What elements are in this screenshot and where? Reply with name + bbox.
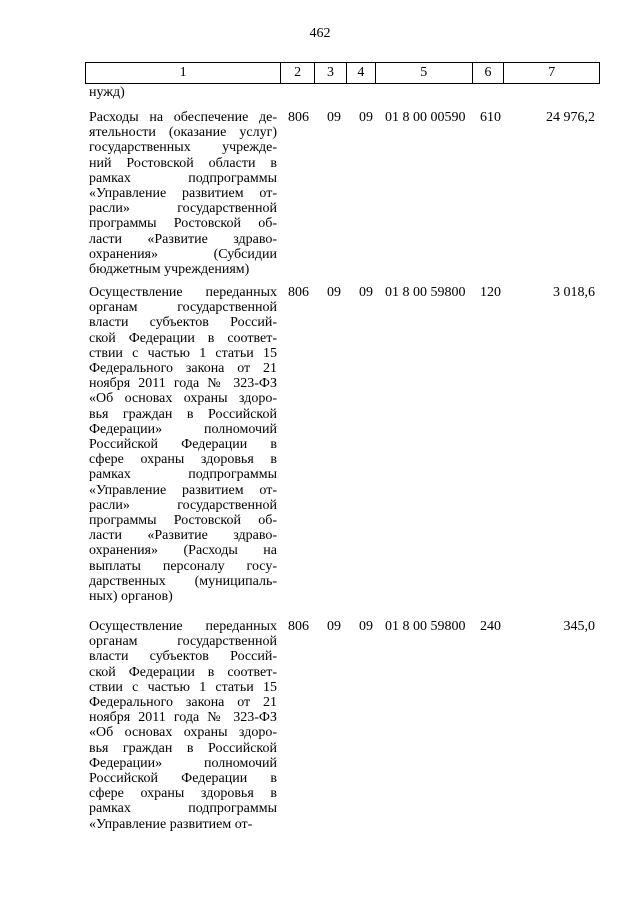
description-line: ласти «Развитие здраво- <box>89 528 277 544</box>
ministry-code-cell: 806 <box>288 619 309 634</box>
description-line: выплаты персоналу госу- <box>89 558 277 574</box>
description-line: ноября 2011 года № 323-ФЗ <box>89 710 277 726</box>
description-line: власти субъектов Россий- <box>89 649 277 665</box>
description-line: Российской Федерации в <box>89 437 277 453</box>
target-code-cell: 01 8 00 59800 <box>385 285 466 300</box>
ministry-code-cell: 806 <box>288 110 309 125</box>
column-header: 5 <box>376 63 473 83</box>
description-line: «Об основах охраны здоро- <box>89 391 277 407</box>
description-line: ствии с частью 1 статьи 15 <box>89 345 277 361</box>
description-line: рамках подпрограммы <box>89 801 277 817</box>
expense-type-cell: 240 <box>480 619 501 634</box>
description-line: «Управление развитием от- <box>89 482 277 498</box>
description-line: ний Ростовской области в <box>89 155 277 171</box>
description-line: рамках подпрограммы <box>89 170 277 186</box>
description-line: рамках подпрограммы <box>89 467 277 483</box>
description-line: вья граждан в Российской <box>89 740 277 756</box>
page-number: 462 <box>309 26 331 41</box>
amount-cell: 345,0 <box>563 619 595 634</box>
description-line: охранения» (Расходы на <box>89 543 277 559</box>
column-header: 6 <box>473 63 505 83</box>
description-line: ской Федерации в соответ- <box>89 330 277 346</box>
description-line: расли» государственной <box>89 497 277 513</box>
description-line: Федерального закона от 21 <box>89 361 277 377</box>
description-line: вья граждан в Российской <box>89 406 277 422</box>
description-line: органам государственной <box>89 634 277 650</box>
expense-type-cell: 610 <box>480 110 501 125</box>
section-code-cell: 09 <box>327 110 341 125</box>
description-line: органам государственной <box>89 300 277 316</box>
description-line: ных) органов) <box>89 589 173 605</box>
description-line: ствии с частью 1 статьи 15 <box>89 679 277 695</box>
subsection-code-cell: 09 <box>359 285 373 300</box>
description-line: «Об основах охраны здоро- <box>89 725 277 741</box>
description-line: «Управление развитием от- <box>89 186 277 202</box>
description-line: сфере охраны здоровья в <box>89 452 277 468</box>
column-header: 2 <box>281 63 315 83</box>
description-line: Осуществление переданных <box>89 619 277 634</box>
section-code-cell: 09 <box>327 619 341 634</box>
target-code-cell: 01 8 00 00590 <box>385 110 466 125</box>
column-header: 1 <box>86 63 281 83</box>
row-description <box>89 619 277 832</box>
carry-over-text: нужд) <box>89 85 125 100</box>
subsection-code-cell: 09 <box>359 110 373 125</box>
description-line: расли» государственной <box>89 201 277 217</box>
description-line: власти субъектов Россий- <box>89 315 277 331</box>
description-line: «Управление развитием от- <box>89 816 253 832</box>
description-line: Федерации» полномочий <box>89 755 277 771</box>
description-line: Федерации» полномочий <box>89 421 277 437</box>
description-line: Расходы на обеспечение де- <box>89 110 277 125</box>
subsection-code-cell: 09 <box>359 619 373 634</box>
amount-cell: 24 976,2 <box>546 110 595 125</box>
description-line: дарственных (муниципаль- <box>89 573 277 589</box>
description-line: бюджетным учреждениям) <box>89 262 250 278</box>
ministry-code-cell: 806 <box>288 285 309 300</box>
column-header: 3 <box>315 63 347 83</box>
description-line: ятельности (оказание услуг) <box>89 125 277 141</box>
description-line: Осуществление переданных <box>89 285 277 300</box>
description-line: программы Ростовской об- <box>89 513 277 529</box>
column-header: 4 <box>347 63 376 83</box>
description-line: ноября 2011 года № 323-ФЗ <box>89 376 277 392</box>
description-line: Федерального закона от 21 <box>89 695 277 711</box>
description-line: государственных учрежде- <box>89 140 277 156</box>
description-line: программы Ростовской об- <box>89 216 277 232</box>
description-line: охранения» (Субсидии <box>89 246 277 262</box>
table-header <box>85 62 600 84</box>
column-header: 7 <box>548 65 556 80</box>
description-line: ласти «Развитие здраво- <box>89 231 277 247</box>
row-description <box>89 285 277 604</box>
description-line: ской Федерации в соответ- <box>89 664 277 680</box>
expense-type-cell: 120 <box>480 285 501 300</box>
target-code-cell: 01 8 00 59800 <box>385 619 466 634</box>
row-description <box>89 110 277 277</box>
section-code-cell: 09 <box>327 285 341 300</box>
amount-cell: 3 018,6 <box>553 285 595 300</box>
description-line: Российской Федерации в <box>89 771 277 787</box>
description-line: сфере охраны здоровья в <box>89 786 277 802</box>
